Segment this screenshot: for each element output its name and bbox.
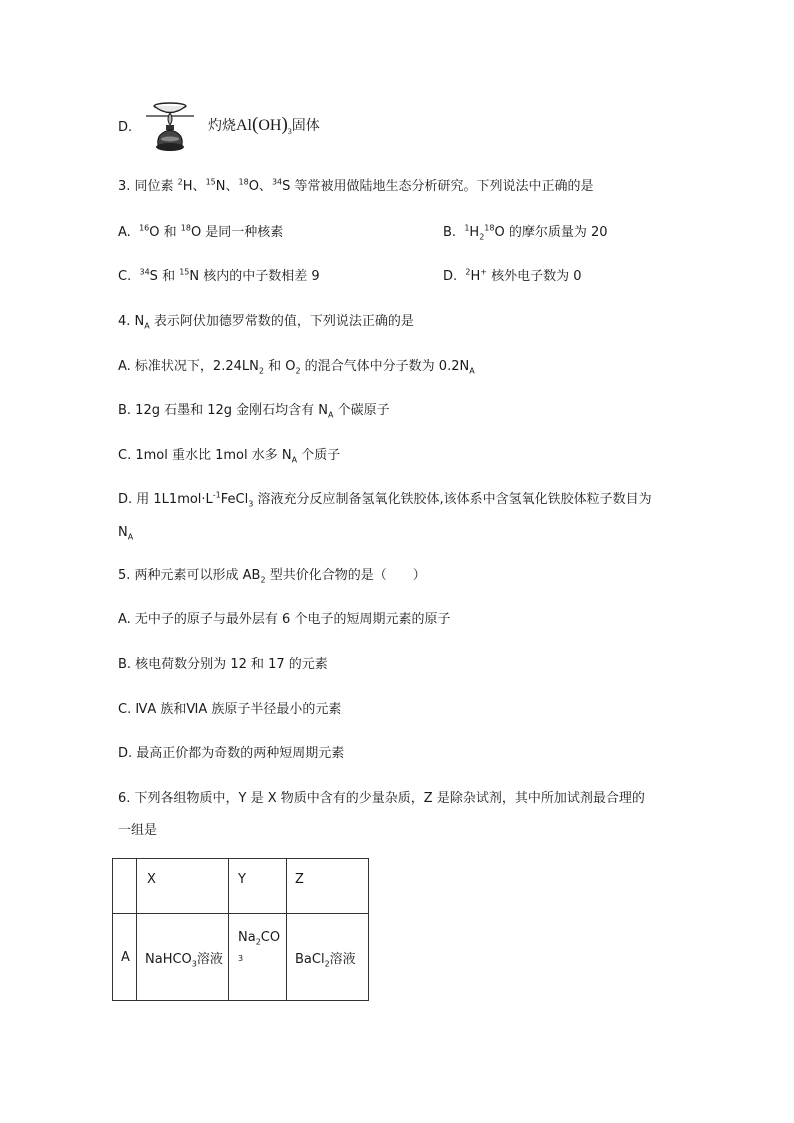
option-d-label — [118, 119, 132, 137]
element: O — [190, 225, 202, 240]
text: 核内的中子数相差 9 — [199, 269, 320, 284]
option-label: D. — [443, 269, 458, 284]
subscript: 2 — [260, 575, 266, 585]
text: B. 12g 石墨和 12g 金刚石均含有 N — [118, 403, 329, 418]
q6-stem-line1: 6. 下列各组物质中，Y 是 X 物质中含有的少量杂质，Z 是除杂试剂，其中所加试剂最合理的 — [118, 791, 645, 806]
text: 灼烧 — [208, 118, 236, 134]
cell-text: Y — [238, 872, 246, 887]
cell-text — [113, 859, 136, 872]
subscript: 2 — [255, 937, 261, 947]
cell-z — [287, 914, 369, 1001]
cell-text: X — [147, 872, 156, 887]
text: D. 用 1L1mol·L — [118, 492, 213, 507]
text: 的混合气体中分子数为 0.2N — [300, 359, 470, 374]
option-label: C. — [118, 269, 132, 284]
text: 溶液 — [196, 951, 223, 967]
element: N — [215, 179, 226, 194]
subscript: 3 — [191, 959, 197, 969]
q4-option-c[interactable] — [118, 447, 340, 465]
q5-option-d[interactable]: D. 最高正价都为奇数的两种短周期元素 — [118, 746, 345, 761]
subscript: 3 — [238, 954, 244, 963]
cell-text: Z — [295, 872, 304, 887]
text: CO — [260, 930, 281, 945]
text: 和 — [159, 225, 181, 240]
q3-option-b[interactable] — [443, 224, 608, 242]
cell-y — [229, 914, 287, 1001]
subscript: 2 — [258, 366, 264, 376]
q4-option-b[interactable] — [118, 402, 390, 420]
q3-option-d[interactable] — [443, 268, 582, 286]
text: 的摩尔质量为 20 — [504, 225, 608, 240]
q4-option-d-cont — [118, 524, 133, 542]
subscript: 3 — [248, 499, 254, 509]
group: OH — [258, 117, 282, 134]
subscript: 2 — [324, 959, 330, 969]
subscript: 2 — [479, 232, 485, 242]
text: Na — [238, 930, 256, 945]
text: 4. N — [118, 314, 145, 329]
mass-number: 1 — [464, 223, 470, 233]
sep: 、 — [258, 179, 272, 194]
element: Al — [236, 117, 252, 134]
mass-number: 15 — [179, 267, 190, 277]
text: FeCl — [220, 492, 249, 507]
text: 型共价化合物的是（ ） — [265, 568, 426, 583]
q5-option-a[interactable]: A. 无中子的原子与最外层有 6 个电子的短周期元素的原子 — [118, 612, 451, 627]
subscript: A — [328, 410, 334, 420]
sep: 、 — [192, 179, 206, 194]
subscript: A — [291, 455, 298, 465]
q5-stem — [118, 567, 426, 585]
element: N — [189, 269, 200, 284]
q5-option-b[interactable]: B. 核电荷数分别为 12 和 17 的元素 — [118, 657, 328, 672]
q5-option-c[interactable]: C. ⅣA 族和ⅥA 族原子半径最小的元素 — [118, 702, 342, 717]
subscript: A — [469, 366, 475, 376]
text: 表示阿伏加德罗常数的值，下列说法正确的是 — [149, 314, 414, 329]
cell-text — [229, 914, 286, 969]
mass-number: 34 — [271, 177, 283, 187]
mass-number: 2 — [177, 177, 183, 187]
mass-number: 18 — [484, 223, 495, 233]
q4-option-a[interactable] — [118, 358, 475, 376]
option-label: D. — [118, 120, 133, 135]
element: H — [469, 225, 480, 240]
text: BaCl — [295, 951, 325, 967]
table-row — [113, 914, 369, 1001]
subscript: A — [144, 321, 150, 331]
option-label: A. — [118, 225, 131, 240]
cell-text — [287, 948, 368, 967]
header-cell-z — [287, 859, 369, 914]
option-d-text: 灼烧$Al(OH)_3$固体 — [208, 114, 320, 137]
table-header-row — [113, 859, 369, 914]
mass-number: 18 — [180, 223, 191, 233]
row-label-cell — [113, 914, 137, 1001]
mass-number: 18 — [238, 177, 249, 187]
element: S — [149, 269, 158, 284]
text: 3. 同位素 — [118, 179, 178, 194]
text: 核外电子数为 0 — [487, 269, 582, 284]
cell-x — [137, 914, 229, 1001]
subscript: 2 — [295, 366, 301, 376]
text: 5. 两种元素可以形成 AB — [118, 568, 261, 583]
text: NaHCO — [145, 951, 192, 967]
subscript: A — [127, 532, 134, 542]
q4-stem — [118, 313, 414, 331]
q3-option-a[interactable] — [118, 224, 283, 242]
text: 个碳原子 — [333, 403, 390, 418]
cell-text: A — [121, 949, 130, 965]
element: H — [470, 269, 481, 284]
element: S — [282, 179, 291, 194]
header-cell-y — [229, 859, 287, 914]
text: 固体 — [291, 118, 320, 134]
q6-stem-line2: 一组是 — [118, 823, 158, 838]
charge: + — [480, 267, 487, 277]
text: 个质子 — [297, 448, 341, 463]
mass-number: 34 — [139, 267, 150, 277]
mass-number: 15 — [205, 177, 216, 187]
q3-stem — [118, 178, 594, 196]
element: O — [494, 225, 505, 240]
superscript: -1 — [212, 490, 221, 500]
option-label: B. — [443, 225, 457, 240]
q6-table — [112, 858, 369, 1001]
q4-option-d[interactable] — [118, 491, 652, 509]
evaporating-dish-lamp-icon — [146, 99, 194, 153]
header-cell-x — [137, 859, 229, 914]
text: 溶液充分反应制备氢氧化铁胶体,该体系中含氢氧化铁胶体粒子数目为 — [253, 492, 652, 507]
text: 是同一种核素 — [201, 225, 284, 240]
mass-number: 16 — [139, 223, 150, 233]
text: A. 标准状况下，2.24LN — [118, 359, 259, 374]
text: 等常被用做陆地生态分析研究。下列说法中正确的是 — [290, 179, 594, 194]
subscript: 3 — [287, 127, 292, 137]
element: O — [248, 179, 259, 194]
text: 溶液 — [329, 951, 356, 967]
sep: 、 — [225, 179, 239, 194]
text: N — [118, 525, 128, 540]
mass-number: 2 — [465, 267, 471, 277]
text: C. 1mol 重水比 1mol 水多 N — [118, 448, 292, 463]
header-cell-empty — [113, 859, 137, 914]
element: H — [182, 179, 193, 194]
cell-text — [137, 948, 228, 967]
q3-option-c[interactable] — [118, 268, 320, 286]
text: 和 O — [263, 359, 296, 374]
element: O — [149, 225, 160, 240]
text: 和 — [157, 269, 180, 284]
